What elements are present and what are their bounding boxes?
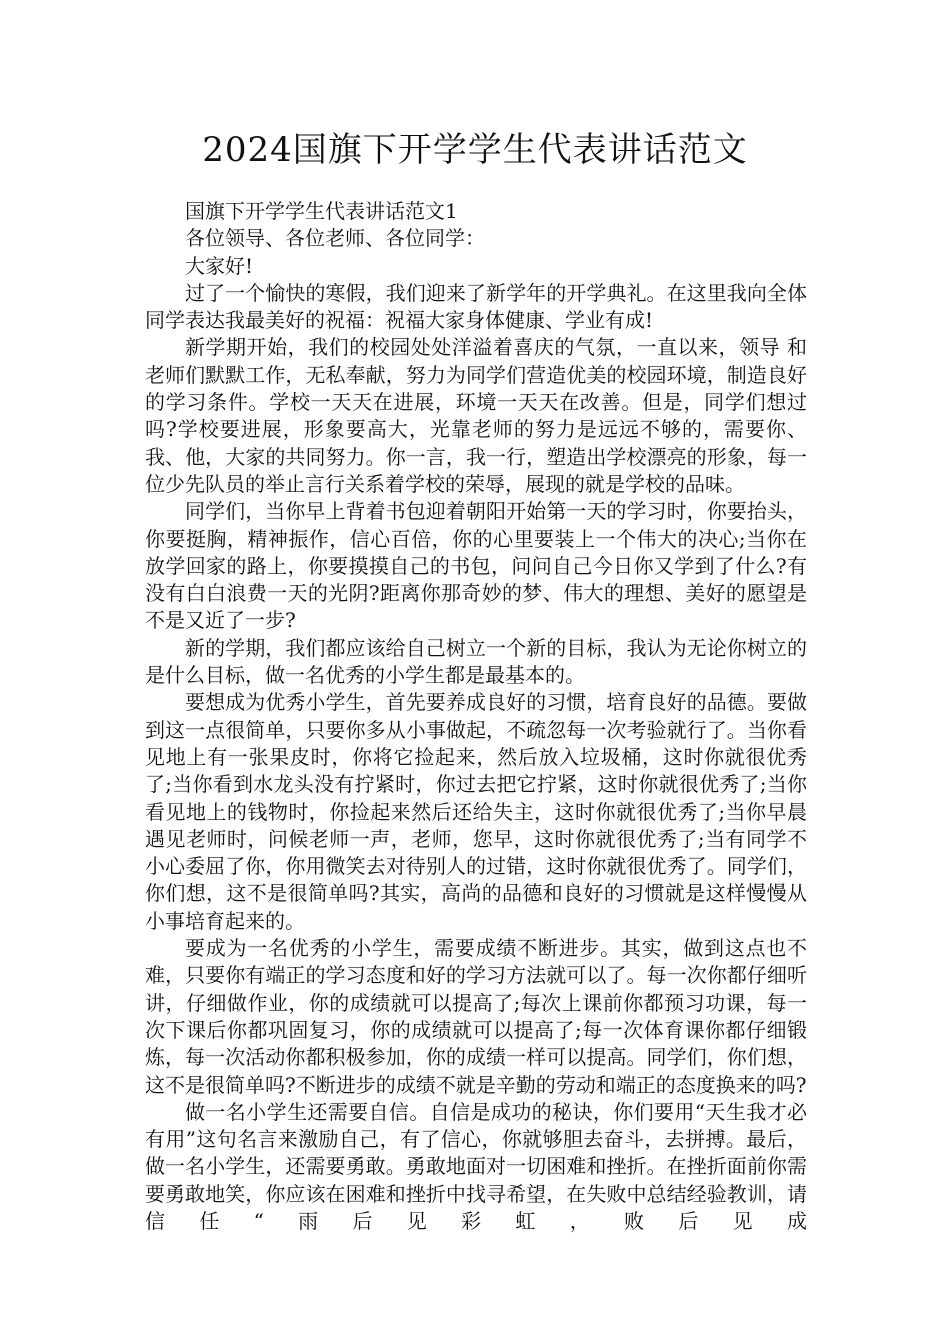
paragraph-heading: 国旗下开学学生代表讲话范文1 bbox=[185, 199, 458, 223]
paragraph: 要成为一名优秀的小学生，需要成绩不断进步。其实，做到这点也不难，只要你有端正的学习态度和好的学习方法就可以了。每一次你都仔细听讲，仔细做作业，你的成绩就可以提高了;每次上课前你都预习功课，每一次下课后你都巩固复习，你的成绩就可以提高了;每一次体育课你都仔细锻炼，每一次活动你都积极参加，你的成绩一样可以提高。同学们，你们想，这不是很简单吗?不断进步的成绩不就是辛勤的劳动和端正的态度换来的吗? bbox=[145, 936, 807, 1097]
paragraph-greeting: 大家好! bbox=[185, 253, 254, 278]
paragraph: 新的学期，我们都应该给自己树立一个新的目标，我认为无论你树立的是什么目标，做一名优秀的小学生都是最基本的。 bbox=[145, 635, 807, 688]
paragraph: 要想成为优秀小学生，首先要养成良好的习惯，培育良好的品德。要做到这一点很简单，只要你多从小事做起，不疏忽每一次考验就行了。当你看见地上有一张果皮时，你将它捡起来，然后放入垃圾桶，这时你就很优秀了;当你看到水龙头没有拧紧时，你过去把它拧紧，这时你就很优秀了;当你看见地上的钱物时，你捡起来然后还给失主，这时你就很优秀了;当你早晨遇见老师时，问候老师一声，老师，您早，这时你就很优秀了;当有同学不小心委屈了你，你用微笑去对待别人的过错，这时你就很优秀了。同学们，你们想，这不是很简单吗?其实，高尚的品德和良好的习惯就是这样慢慢从小事培育起来的。 bbox=[145, 690, 807, 933]
document-title: 2024国旗下开学学生代表讲话范文 bbox=[202, 130, 748, 170]
paragraph: 同学们，当你早上背着书包迎着朝阳开始第一天的学习时，你要抬头，你要挺胸，精神振作，信心百倍，你的心里要装上一个伟大的决心;当你在放学回家的路上，你要摸摸自己的书包，问问自己今日你又学到了什么?有没有白白浪费一天的光阴?距离你那奇妙的梦、伟大的理想、美好的愿望是不是又近了一步? bbox=[145, 499, 807, 633]
paragraph-salutation: 各位领导、各位老师、各位同学： bbox=[185, 226, 485, 251]
paragraph: 新学期开始，我们的校园处处洋溢着喜庆的气氛，一直以来，领导 和老师们默默工作，无私奉献，努力为同学们营造优美的校园环境，制造良好的学习条件。学校一天天在进展，环境一天天在改善。但是，同学们想过吗?学校要进展，形象要高大，光靠老师的努力是远远不够的，需要你、我、他，大家的共同努力。你一言，我一行，塑造出学校漂亮的形象，每一位少先队员的举止言行关系着学校的荣辱，展现的就是学校的品味。 bbox=[145, 335, 807, 496]
document-body bbox=[145, 198, 807, 1235]
paragraph: 过了一个愉快的寒假，我们迎来了新学年的开学典礼。在这里我向全体同学表达我最美好的祝福：祝福大家身体健康、学业有成! bbox=[145, 280, 807, 333]
paragraph: 做一名小学生还需要自信。自信是成功的秘诀，你们要用“天生我才必有用”这句名言来激励自己，有了信心，你就够胆去奋斗，去拼搏。最后，做一名小学生，还需要勇敢。勇敢地面对一切困难和挫折。在挫折面前你需要勇敢地笑，你应该在困难和挫折中找寻希望，在失败中总结经验教训，请信任“雨后见彩虹，败后见成 bbox=[145, 1099, 807, 1233]
